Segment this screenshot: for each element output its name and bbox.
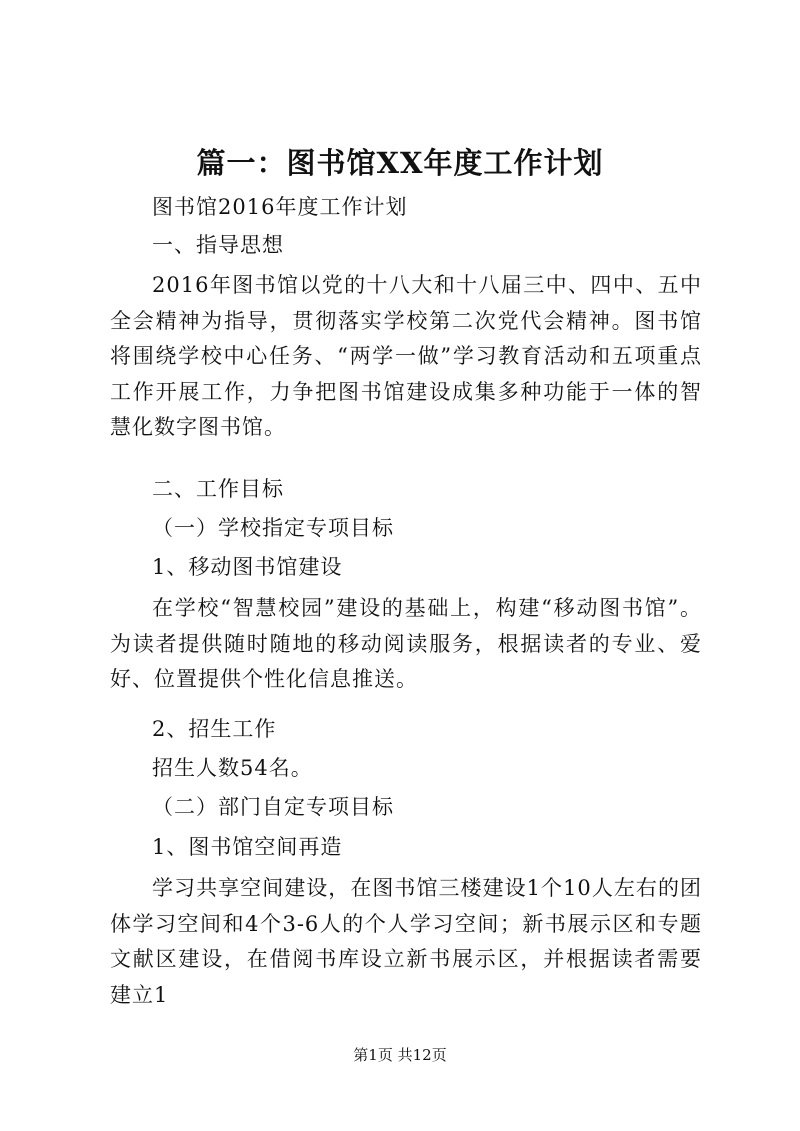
section-heading-guiding-ideology: 一、指导思想 xyxy=(152,233,284,257)
subsection-heading-department-targets: （二）部门自定专项目标 xyxy=(152,795,394,819)
section-heading-work-goals: 二、工作目标 xyxy=(152,477,284,501)
space-reconstruction-paragraph: 学习共享空间建设，在图书馆三楼建设1个10人左右的团体学习空间和4个3-6人的个人学习空间；新书展示区和专题文献区建设，在借阅书库设立新书展示区，并根据读者需要建立1 xyxy=(110,876,702,1007)
item-heading-enrollment: 2、招生工作 xyxy=(152,717,277,741)
document-title: 篇一：图书馆XX年度工作计划 xyxy=(196,146,604,180)
item-heading-mobile-library: 1、移动图书馆建设 xyxy=(152,555,343,579)
guiding-ideology-paragraph: 2016年图书馆以党的十八大和十八届三中、四中、五中全会精神为指导，贯彻落实学校第二次党代会精神。图书馆将围绕学校中心任务、“两学一做”学习教育活动和五项重点工作开展工作，力争把图书馆建设成集多种功能于一体的智慧化数字图书馆。 xyxy=(110,273,702,439)
mobile-library-paragraph: 在学校“智慧校园”建设的基础上，构建“移动图书馆”。为读者提供随时随地的移动阅读服务，根据读者的专业、爱好、位置提供个性化信息推送。 xyxy=(110,596,702,691)
subsection-heading-school-targets: （一）学校指定专项目标 xyxy=(152,516,394,540)
plan-subtitle: 图书馆2016年度工作计划 xyxy=(152,195,408,219)
page-number-footer: 第1页 共12页 xyxy=(353,1046,447,1064)
item-heading-space-reconstruction: 1、图书馆空间再造 xyxy=(152,835,343,859)
enrollment-paragraph: 招生人数54名。 xyxy=(152,756,313,780)
